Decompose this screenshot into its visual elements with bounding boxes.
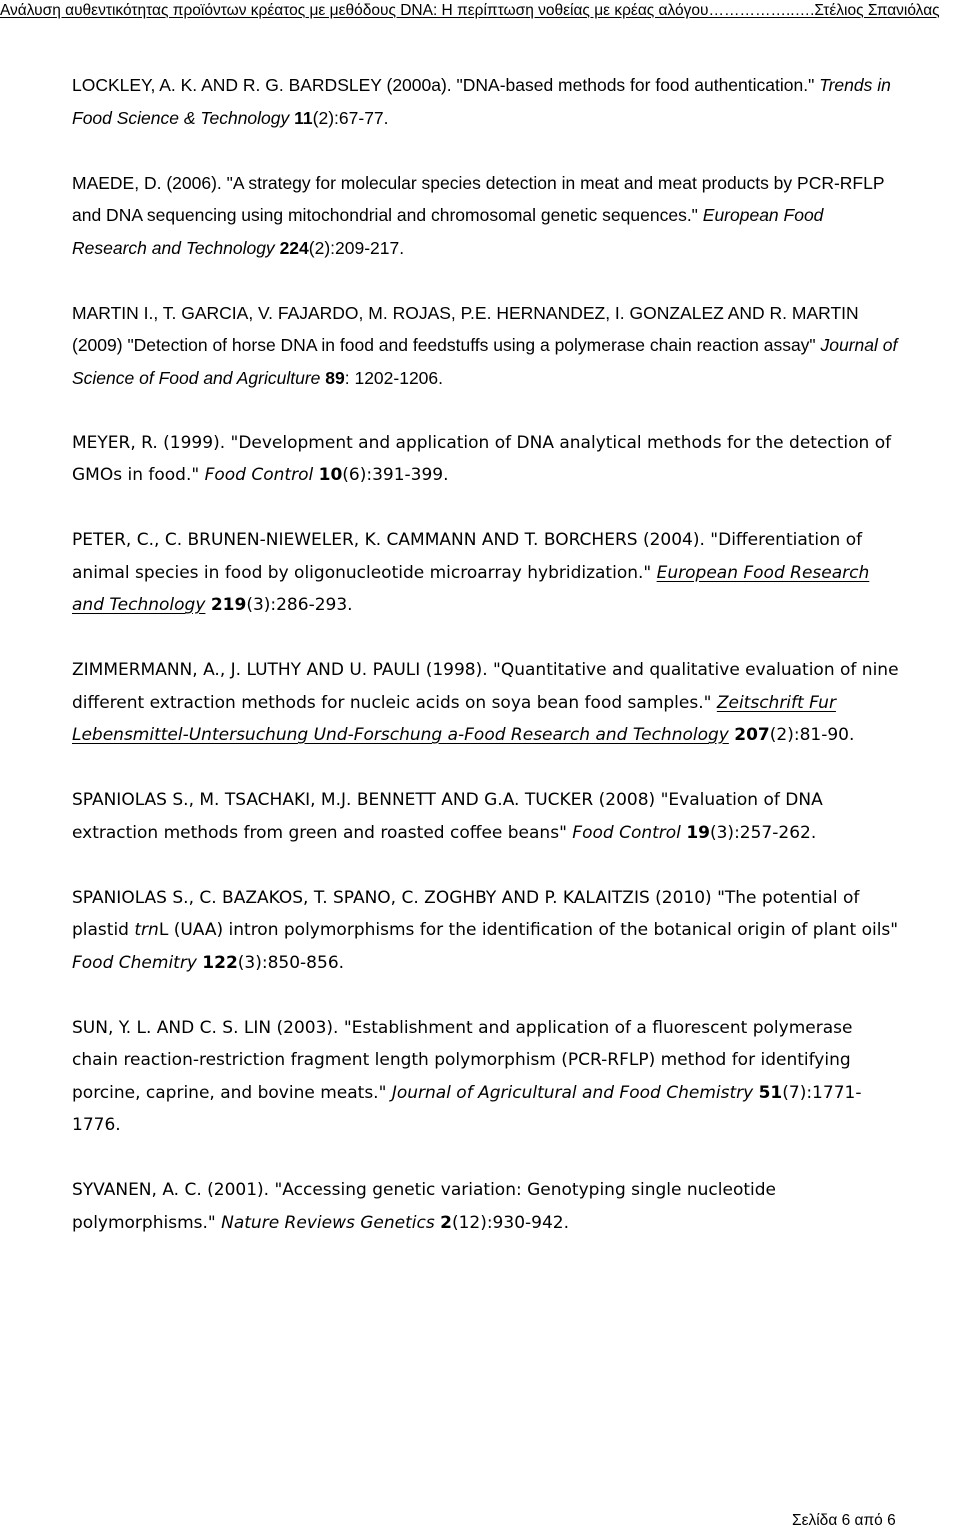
reference-text: (3):286-293. <box>246 595 353 615</box>
reference-journal-title: Nature Reviews Genetics <box>221 1212 435 1233</box>
reference-volume: 207 <box>734 725 770 745</box>
reference-volume: 51 <box>758 1082 783 1103</box>
reference-entry <box>72 882 902 980</box>
reference-entry <box>72 167 902 265</box>
reference-text: LOCKLEY, A. K. AND R. G. BARDSLEY (2000a). "DNA-based methods for food authentication." <box>72 75 820 95</box>
reference-text: MARTIN I., T. GARCIA, V. FAJARDO, M. ROJAS, P.E. HERNANDEZ, I. GONZALEZ AND R. MARTIN (2009) "Detection of horse DNA in food and feedstuffs using a polymerase chain reaction assay" <box>72 302 859 355</box>
reference-text: SUN, Y. L. AND C. S. LIN (2003). "Establishment and application of a fluorescent polymerase chain reaction-restriction fragment length polymorphism (PCR-RFLP) method for identifying porcine, caprine, and bovine meats." <box>72 1017 853 1103</box>
reference-volume: 89 <box>325 367 345 388</box>
page-number-footer: Σελίδα 6 από 6 <box>792 1512 896 1529</box>
reference-volume: 122 <box>202 952 238 973</box>
reference-journal-title: trn <box>134 920 159 940</box>
reference-text: (2):81-90. <box>769 725 855 745</box>
reference-text: SYVANEN, A. C. (2001). "Accessing genetic variation: Genotyping single nucleotide polymorphisms." <box>72 1180 776 1233</box>
reference-text: (3):850-856. <box>237 952 345 973</box>
reference-text: SPANIOLAS S., M. TSACHAKI, M.J. BENNETT AND G.A. TUCKER (2008) "Evaluation of DNA extraction methods from green and roasted coffee beans" <box>72 790 823 843</box>
reference-text: ZIMMERMANN, A., J. LUTHY AND U. PAULI (1998). "Quantitative and qualitative evaluation of nine different extraction methods for nucleic acids on soya bean food samples." <box>72 660 899 713</box>
reference-text: PETER, C., C. BRUNEN-NIEWELER, K. CAMMANN AND T. BORCHERS (2004). "Differentiation of animal species in food by oligonucleotide microarray hybridization." <box>72 530 863 583</box>
reference-volume: 10 <box>318 465 343 485</box>
reference-entry <box>72 1174 902 1239</box>
reference-journal-title: Journal of Agricultural and Food Chemistry <box>391 1082 754 1103</box>
reference-journal-title: Food Chemitry <box>72 952 197 973</box>
reference-text: (6):391-399. <box>342 465 449 485</box>
reference-volume: 2 <box>440 1212 452 1233</box>
reference-journal-title: Food Control <box>204 465 314 485</box>
reference-entry <box>72 1012 902 1142</box>
reference-list <box>72 69 902 1272</box>
reference-text: (2):209-217. <box>308 237 405 258</box>
reference-entry <box>72 784 902 849</box>
reference-text: (7):1771-1776. <box>72 1082 862 1135</box>
reference-volume: 224 <box>279 237 309 258</box>
reference-journal-title: Trends in Food Science & Technology <box>72 75 891 128</box>
reference-text: : 1202-1206. <box>344 367 444 388</box>
running-header-title: Ανάλυση αυθεντικότητας προϊόντων κρέατος με μεθόδους DNA: Η περίπτωση νοθείας με κρέας αλόγου……………..….Στέλιος Σπανιόλας <box>0 2 940 19</box>
reference-entry <box>72 427 902 492</box>
reference-text: (2):67-77. <box>312 107 389 128</box>
reference-entry <box>72 654 902 752</box>
reference-volume: 19 <box>686 822 710 843</box>
reference-journal-title: Zeitschrift Fur Lebensmittel-Untersuchung Und-Forschung a-Food Research and Technology <box>72 692 836 745</box>
reference-volume: 219 <box>210 595 247 615</box>
reference-text: MEYER, R. (1999). "Development and application of DNA analytical methods for the detection of GMOs in food." <box>72 432 892 485</box>
reference-journal-title: European Food Research and Technology <box>72 205 824 258</box>
reference-journal-title: European Food Research and Technology <box>72 562 870 615</box>
reference-entry <box>72 297 902 395</box>
reference-journal-title: Food Control <box>572 822 681 843</box>
reference-journal-title: Journal of Science of Food and Agriculture <box>72 335 898 388</box>
reference-text: L (UAA) intron polymorphisms for the identification of the botanical origin of plant oils" <box>158 920 899 940</box>
reference-text: MAEDE, D. (2006). "A strategy for molecular species detection in meat and meat products by PCR-RFLP and DNA sequencing using mitochondrial and chromosomal genetic sequences." <box>72 172 885 225</box>
reference-entry <box>72 524 902 622</box>
reference-text: (3):257-262. <box>709 822 817 843</box>
reference-text: SPANIOLAS S., C. BAZAKOS, T. SPANO, C. ZOGHBY AND P. KALAITZIS (2010) "The potential of plastid <box>72 887 860 940</box>
reference-volume: 11 <box>294 107 313 128</box>
reference-entry <box>72 69 902 134</box>
reference-text: (12):930-942. <box>451 1212 569 1233</box>
